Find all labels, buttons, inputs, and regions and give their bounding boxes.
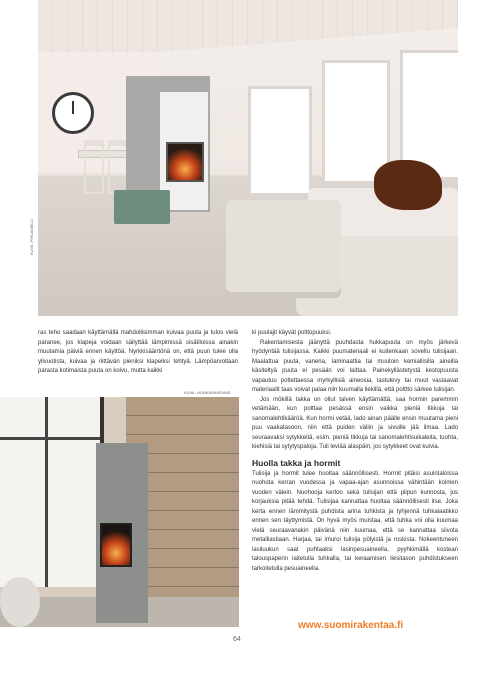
photo-credit: KUVA: PIHLAMELLI [29,219,34,255]
wall-clock-icon [52,92,94,134]
paragraph: Tulisija ja hormit tulee huoltaa säännöllisesti. Hormit pitäisi asuintaloissa nuohota kerran vuodessa ja vapaa-ajan asunnoissa vähintään kolmen vuoden välein. Nuohooja kertoo sekä tulisijan että piipun kunnosta, jos korjauksia pitää tehdä. Tulisijaa kannattaa huoltaa säännöllisesti itse. Joka kerta ennen lämmitystä puhdista arina tuhkista ja tyhjennä tuhkalaatikko ennen sen täyttymistä. On hyvä myös muistaa, että tuhka voi olla kuumaa vielä seuraavanakin päivänä niin kuumaa, että se kannattaa siivota metalliastiaan. Harjaa, tai imuroi tulisija pölyistä ja roskista. Nokeentuneen lasiluukun saat puhtaaksi lasinpesuaineella, pyyhkimällä kostean talouspaperin laitetulla tuhkalla, tai keraamisen liesitason puhdistukseen tarkoitetulla pesuaineella. [252,470,458,572]
rug [0,577,40,627]
page-number: 64 [233,636,241,643]
living-room-photo [38,0,458,316]
window [0,397,104,587]
chair [84,140,104,194]
paragraph: ras teho saadaan käyttämällä mahdollisimman kuivaa puuta ja tulos vielä paranee, jos klapeja voidaan säilyttää lämpimissä sisätiloissa ainakin muutamia päiviä ennen käyttöä. Nyrkkisääntönä on, että puun tulee olla ylivuotista, kuivaa ja riittävän pieniksi klapeiksi tehtyä. Lämpöarvoltaan parasta kotimaista puuta on koivu, mutta kaikki [38,330,238,374]
photo-credit: KUVA: HONKARAKENNE [184,390,231,395]
fire [166,142,204,182]
firewood-basket [114,190,170,224]
fire [100,523,132,567]
section-heading: Huolla takka ja hormit [252,457,341,468]
paragraph: Rakentamisesta jäänyttä puuhdasta hukkapuuta on myös järkevä hyödyntää tulisijassa. Kaikki puumateriaali ei kuitenkaan sovellu tulisijaan. Maalattua puuta, vaneria, laminaattia tai muutoin kemiallisilla aineilla käsiteltyä puuta ei pesään voi laittaa. Painekyllästetystä kestopuusta vapautuu poltettaessa myrkyllisiä aineosia, lastulevy tai muut vastaavat materiaalit taas voivat palaa niin kuumalla liekillä, että polttto särkee tulisijan. [252,339,458,393]
text-column-right [252,329,458,574]
dog [374,160,442,210]
window-frame [45,397,48,587]
ottoman [226,200,341,292]
fireplace-photo [0,397,239,627]
chair [108,140,128,194]
window [322,60,390,184]
window-frame [0,437,100,440]
window [248,86,312,196]
website-link[interactable]: www.suomirakentaa.fi [298,620,404,631]
paragraph: Jos mökillä takka on ollut talven käyttämättä, saa hormin paremmin vetämään, kun polttaa pesässä ensin vaikka pieniä tikkuja tai sanomalehtikääröä. Kun hormi vetää, lado ainan päälle ensin muutama pieni puu vaakatasoon, niin että puiden väliin ja sivuille jää ilmaa. Lado seuraavaksi sytykkeitä, esim. pieniä tikkuja tai sanomalehtisuikaleita, tuohta, kiehisiä tai sytytyspaloja. Tuli leviää alaspäin, jos sytykkeet ovat kuivia. [252,396,458,450]
paragraph: ki puulajit käyvät polttopuuksi. [252,330,332,336]
text-column-left [38,329,238,377]
